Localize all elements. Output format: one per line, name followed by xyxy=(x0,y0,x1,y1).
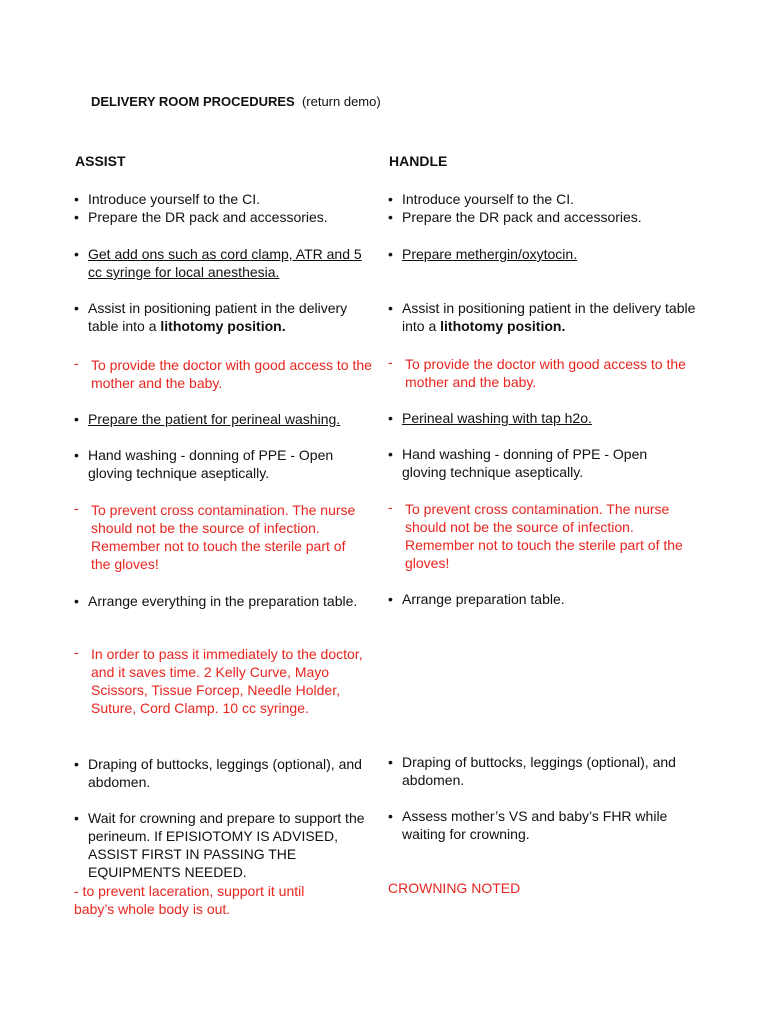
bullet-icon: • xyxy=(388,410,393,426)
handle-item-1-text: Introduce yourself to the CI. xyxy=(402,191,574,207)
assist-item-8 xyxy=(74,755,374,791)
assist-header: ASSIST xyxy=(75,153,126,169)
bullet-icon: • xyxy=(388,808,393,824)
bullet-icon: • xyxy=(74,447,79,463)
handle-item-6-text: Hand washing - donning of PPE - Open gloving technique aseptically. xyxy=(402,446,648,480)
assist-item-3 xyxy=(74,245,364,281)
handle-header: HANDLE xyxy=(389,153,448,169)
bullet-icon: • xyxy=(74,593,79,609)
assist-item-9 xyxy=(74,809,374,881)
bullet-icon: • xyxy=(388,209,393,225)
handle-item-2-text: Prepare the DR pack and accessories. xyxy=(402,209,642,225)
handle-item-4-text-main: Assist in positioning patient in the delivery table into a xyxy=(402,300,696,334)
assist-item-4-text-main: Assist in positioning patient in the delivery table into a xyxy=(88,300,348,334)
dash-icon: - xyxy=(74,355,79,371)
assist-rationale-2-text: To prevent cross contamination. The nurse should not be the source of infection. Remember not to touch the sterile part of the gloves! xyxy=(91,502,356,572)
bullet-icon: • xyxy=(388,300,393,316)
assist-item-7 xyxy=(74,592,364,610)
assist-rationale-3 xyxy=(74,645,364,717)
bullet-icon: • xyxy=(74,246,79,262)
assist-item-5-text: Prepare the patient for perineal washing. xyxy=(88,411,341,427)
handle-item-1 xyxy=(388,190,688,208)
handle-item-7 xyxy=(388,590,688,608)
handle-item-4-text xyxy=(402,299,698,335)
assist-rationale-4: - to prevent laceration, support it until baby’s whole body is out. xyxy=(74,883,305,917)
handle-item-7-text: Arrange preparation table. xyxy=(402,591,565,607)
handle-item-9 xyxy=(388,807,698,843)
bullet-icon: • xyxy=(74,810,79,826)
assist-item-1-text: Introduce yourself to the CI. xyxy=(88,191,260,207)
assist-item-6-text: Hand washing - donning of PPE - Open gloving technique aseptically. xyxy=(88,447,334,481)
assist-rationale-3-text: In order to pass it immediately to the doctor, and it saves time. 2 Kelly Curve, Mayo Scissors, Tissue Forcep, Needle Holder, Suture, Cord Clamp. 10 cc syringe. xyxy=(91,646,363,716)
assist-item-5 xyxy=(74,410,374,428)
handle-item-8 xyxy=(388,753,688,789)
assist-item-2 xyxy=(74,208,374,226)
handle-item-2 xyxy=(388,208,688,226)
handle-rationale-2-text: To prevent cross contamination. The nurse should not be the source of infection. Remember not to touch the sterile part of the gloves! xyxy=(405,501,683,571)
bullet-icon: • xyxy=(74,209,79,225)
dash-icon: - xyxy=(74,500,79,516)
bullet-icon: • xyxy=(388,754,393,770)
handle-rationale-1 xyxy=(388,355,698,391)
handle-rationale-1-text: To provide the doctor with good access to the mother and the baby. xyxy=(405,356,686,390)
assist-item-8-text: Draping of buttocks, leggings (optional), and abdomen. xyxy=(88,756,362,790)
handle-item-4 xyxy=(388,299,698,335)
handle-item-5 xyxy=(388,409,688,427)
bullet-icon: • xyxy=(74,411,79,427)
assist-item-4-text-bold: lithotomy position. xyxy=(160,318,286,334)
handle-item-4-text-bold: lithotomy position. xyxy=(440,318,566,334)
assist-item-4-text xyxy=(88,299,366,335)
crowning-noted-label: CROWNING NOTED xyxy=(388,880,521,896)
assist-item-6 xyxy=(74,446,366,482)
assist-item-7-text: Arrange everything in the preparation table. xyxy=(88,593,358,609)
page-title xyxy=(91,93,381,111)
dash-icon: - xyxy=(388,499,393,515)
handle-rationale-2 xyxy=(388,500,698,572)
dash-icon: - xyxy=(388,354,393,370)
assist-item-9-text: Wait for crowning and prepare to support the perineum. If EPISIOTOMY IS ADVISED, ASSIST FIRST IN PASSING THE EQUIPMENTS NEEDED. xyxy=(88,810,365,880)
bullet-icon: • xyxy=(388,191,393,207)
assist-rationale-2 xyxy=(74,501,364,573)
assist-item-2-text: Prepare the DR pack and accessories. xyxy=(88,209,328,225)
assist-rationale-1 xyxy=(74,356,374,392)
bullet-icon: • xyxy=(388,246,393,262)
page-title-note: (return demo) xyxy=(301,94,381,109)
dash-icon: - xyxy=(74,644,79,660)
bullet-icon: • xyxy=(388,446,393,462)
assist-item-3-text: Get add ons such as cord clamp, ATR and 5 cc syringe for local anesthesia. xyxy=(88,246,362,280)
handle-item-6 xyxy=(388,445,688,481)
assist-rationale-1-text: To provide the doctor with good access to the mother and the baby. xyxy=(91,357,372,391)
assist-item-1 xyxy=(74,190,374,208)
bullet-icon: • xyxy=(74,756,79,772)
handle-item-8-text: Draping of buttocks, leggings (optional), and abdomen. xyxy=(402,754,676,788)
bullet-icon: • xyxy=(74,300,79,316)
bullet-icon: • xyxy=(74,191,79,207)
assist-item-4 xyxy=(74,299,366,335)
handle-item-3-text: Prepare methergin/oxytocin. xyxy=(402,246,578,262)
bullet-icon: • xyxy=(388,591,393,607)
page-title-main: DELIVERY ROOM PROCEDURES xyxy=(91,94,295,109)
handle-item-9-text: Assess mother’s VS and baby’s FHR while waiting for crowning. xyxy=(402,808,668,842)
handle-item-3 xyxy=(388,245,688,263)
handle-item-5-text: Perineal washing with tap h2o. xyxy=(402,410,592,426)
